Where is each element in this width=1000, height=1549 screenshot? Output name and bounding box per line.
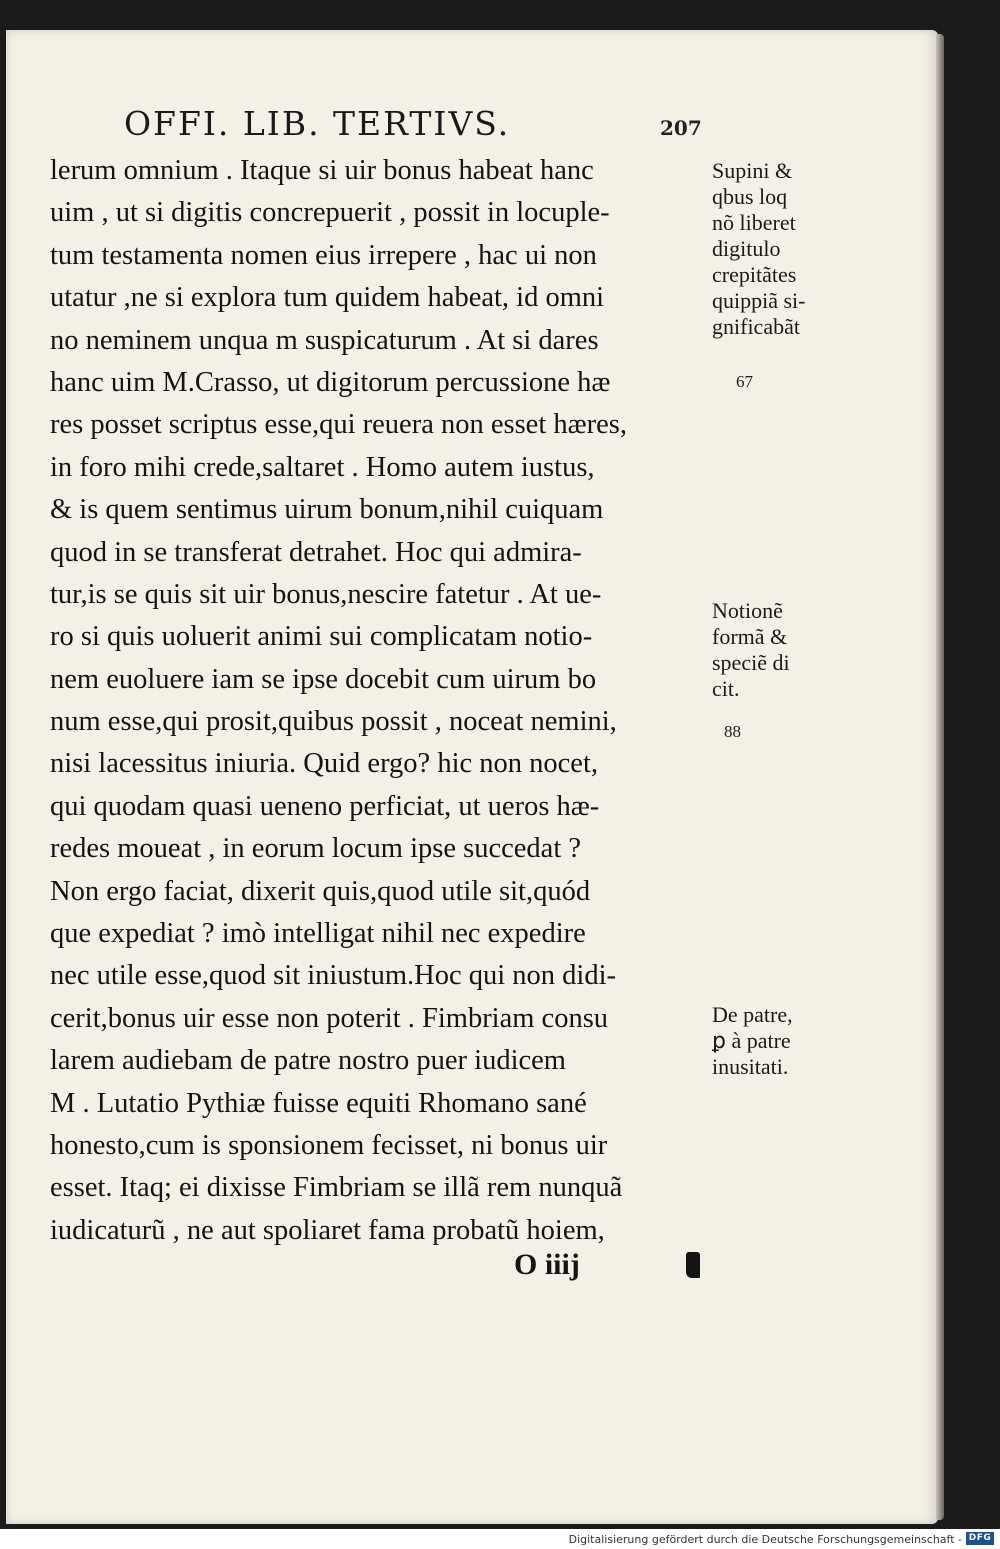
text-line: honesto,cum is sponsionem fecisset, ni bonus uir	[50, 1129, 608, 1161]
text-line: tum testamenta nomen eius irrepere , hac ui non	[50, 239, 597, 271]
marginal-line: Notionẽ	[712, 598, 783, 623]
text-line: nisi lacessitus iniuria. Quid ergo? hic non nocet,	[50, 748, 598, 780]
marginal-note	[712, 598, 842, 702]
marginal-line: inusitati.	[712, 1054, 789, 1079]
marginal-line: ꝑ à patre	[712, 1028, 791, 1053]
marginal-line: qbus loq	[712, 184, 788, 209]
text-line: lerum omnium . Itaque si uir bonus habeat hanc	[50, 155, 594, 186]
main-text-block	[50, 150, 710, 1252]
marginal-line: speciẽ di	[712, 650, 790, 675]
marginal-line: De patre,	[712, 1002, 793, 1027]
catchword-mark	[686, 1252, 700, 1278]
marginal-line: cit.	[712, 676, 740, 701]
text-line: ro si quis uoluerit animi sui complicatam notio-	[50, 621, 593, 653]
text-line: qui quodam quasi ueneno perficiat, ut ueros hæ-	[50, 790, 600, 822]
text-line: esset. Itaq; ei dixisse Fimbriam se illã rem nunquã	[50, 1172, 623, 1204]
marginal-line: nõ liberet	[712, 210, 796, 235]
text-line: & is quem sentimus uirum bonum,nihil cuiquam	[50, 494, 604, 526]
text-line: num esse,qui prosit,quibus possit , noceat nemini,	[50, 706, 617, 738]
marginal-line: digitulo	[712, 236, 781, 261]
text-line: no neminem unqua m suspicaturum . At si dares	[50, 324, 599, 356]
signature-mark: O iiij	[514, 1248, 580, 1281]
running-head: OFFI. LIB. TERTIVS.	[124, 104, 511, 143]
page-number: 207	[660, 116, 702, 140]
funding-credit: Digitalisierung gefördert durch die Deutsche Forschungsgemeinschaft -	[568, 1533, 962, 1546]
text-line: redes moueat , in eorum locum ipse succedat ?	[50, 833, 582, 865]
text-line: tur,is se quis sit uir bonus,nescire fatetur . At ue-	[50, 578, 602, 610]
text-line: quod in se transferat detrahet. Hoc qui admira-	[50, 536, 582, 568]
marginal-line: gnificabãt	[712, 314, 800, 339]
text-line: hanc uim M.Crasso, ut digitorum percussione hæ	[50, 366, 611, 398]
text-line: que expediat ? imò intelligat nihil nec expedire	[50, 918, 586, 950]
marginal-note	[712, 158, 842, 340]
text-line: in foro mihi crede,saltaret . Homo autem iustus,	[50, 451, 595, 483]
text-line: iudicaturũ , ne aut spoliaret fama probatũ hoiem,	[50, 1214, 605, 1246]
text-line: nem euoluere iam se ipse docebit cum uirum bo	[50, 663, 597, 695]
page-edge	[936, 34, 944, 1520]
text-line: larem audiebam de patre nostro puer iudicem	[50, 1045, 566, 1077]
marginal-number: 67	[736, 372, 753, 391]
marginal-line: Supini &	[712, 158, 793, 183]
text-line: nec utile esse,quod sit iniustum.Hoc qui non didi-	[50, 960, 616, 992]
text-line: Non ergo faciat, dixerit quis,quod utile sit,quód	[50, 875, 591, 907]
text-line: cerit,bonus uir esse non poterit . Fimbriam consu	[50, 1002, 609, 1034]
text-line: M . Lutatio Pythiæ fuisse equiti Rhomano sané	[50, 1087, 587, 1119]
dfg-logo: DFG	[966, 1532, 994, 1545]
marginal-line: formã &	[712, 624, 788, 649]
marginal-line: quippiã si-	[712, 288, 806, 313]
marginal-number: 88	[724, 722, 741, 741]
text-line: uim , ut si digitis concrepuerit , possit in locuple-	[50, 197, 610, 229]
marginal-line: crepitãtes	[712, 262, 797, 287]
text-line: res posset scriptus esse,qui reuera non esset hæres,	[50, 409, 627, 441]
marginal-note	[712, 1002, 842, 1080]
text-line: utatur ,ne si explora tum quidem habeat, id omni	[50, 282, 605, 314]
